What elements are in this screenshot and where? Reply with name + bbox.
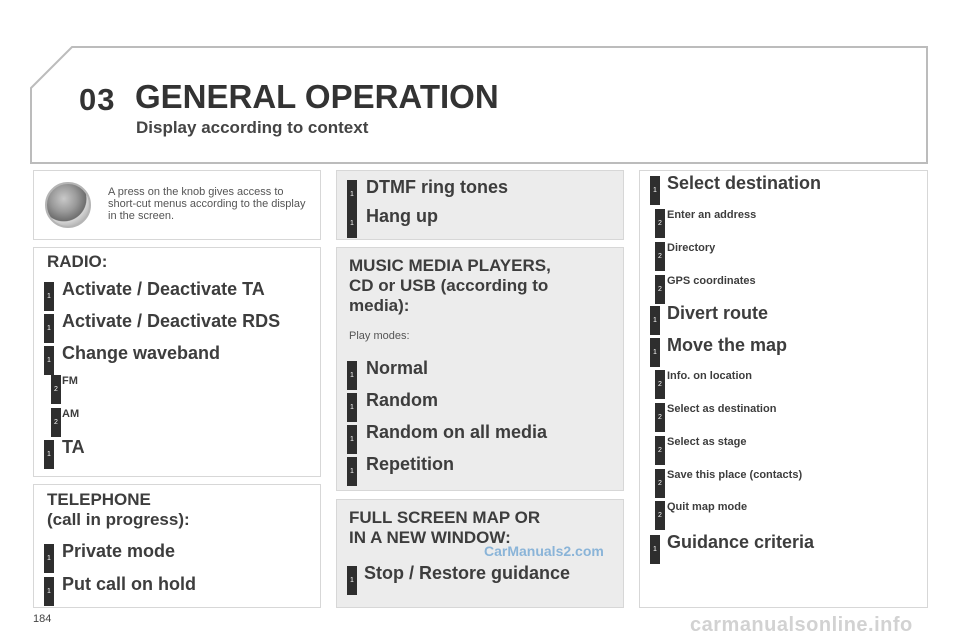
level-badge: 1 bbox=[347, 425, 357, 454]
level-badge: 1 bbox=[650, 338, 660, 367]
level-badge: 1 bbox=[347, 209, 357, 238]
play-modes-label: Play modes: bbox=[349, 330, 410, 342]
menu-item-label: Private mode bbox=[62, 541, 176, 561]
menu-item-label: TA bbox=[62, 437, 85, 457]
level-badge: 1 bbox=[347, 566, 357, 595]
menu-item-label: Guidance criteria bbox=[667, 532, 815, 552]
page-number: 184 bbox=[33, 613, 52, 625]
menu-item-label: Hang up bbox=[366, 206, 438, 226]
submenu-item-label: AM bbox=[62, 408, 80, 420]
submenu-item-label: Select as destination bbox=[667, 403, 777, 415]
menu-item-label: Divert route bbox=[667, 303, 769, 323]
knob-icon bbox=[45, 182, 91, 228]
telephone-heading: TELEPHONE (call in progress): bbox=[47, 490, 190, 529]
menu-item-label: Change waveband bbox=[62, 343, 221, 363]
level-badge: 1 bbox=[347, 180, 357, 209]
knob-note: A press on the knob gives access to short-cut menus according to the display in the screen. bbox=[108, 186, 306, 222]
menu-item-label: Normal bbox=[366, 358, 429, 378]
watermark: CarManuals2.com bbox=[484, 543, 604, 559]
level-badge: 1 bbox=[347, 361, 357, 390]
level-badge: 1 bbox=[650, 306, 660, 335]
page-subtitle: Display according to context bbox=[136, 118, 369, 137]
level-badge: 1 bbox=[650, 176, 660, 205]
menu-item-label: Activate / Deactivate TA bbox=[62, 279, 265, 299]
menu-item-label: Stop / Restore guidance bbox=[364, 563, 571, 583]
submenu-item-label: Quit map mode bbox=[667, 501, 748, 513]
level-badge: 2 bbox=[655, 436, 665, 465]
level-badge: 2 bbox=[655, 469, 665, 498]
menu-item-label: Random bbox=[366, 390, 438, 410]
submenu-item-label: Select as stage bbox=[667, 436, 747, 448]
level-badge: 2 bbox=[655, 242, 665, 271]
level-badge: 2 bbox=[655, 370, 665, 399]
level-badge: 1 bbox=[44, 314, 54, 343]
level-badge: 1 bbox=[44, 577, 54, 606]
menu-item-label: Repetition bbox=[366, 454, 454, 474]
level-badge: 2 bbox=[655, 403, 665, 432]
menu-item-label: DTMF ring tones bbox=[366, 177, 508, 197]
level-badge: 1 bbox=[347, 457, 357, 486]
footer-watermark: carmanualsonline.info bbox=[690, 614, 913, 636]
level-badge: 1 bbox=[44, 544, 54, 573]
page-title: GENERAL OPERATION bbox=[135, 78, 499, 115]
music-heading: MUSIC MEDIA PLAYERS, CD or USB (according to media): bbox=[349, 256, 551, 315]
level-badge: 1 bbox=[44, 440, 54, 469]
level-badge: 1 bbox=[44, 282, 54, 311]
menu-item-label: Select destination bbox=[667, 173, 822, 193]
fullscreen-heading: FULL SCREEN MAP OR IN A NEW WINDOW: bbox=[349, 508, 541, 547]
radio-heading: RADIO: bbox=[47, 252, 108, 271]
level-badge: 2 bbox=[655, 275, 665, 304]
level-badge: 2 bbox=[51, 408, 61, 437]
submenu-item-label: Enter an address bbox=[667, 209, 757, 221]
submenu-item-label: Directory bbox=[667, 242, 716, 254]
level-badge: 1 bbox=[44, 346, 54, 375]
menu-item-label: Put call on hold bbox=[62, 574, 196, 594]
menu-item-label: Random on all media bbox=[366, 422, 548, 442]
submenu-item-label: Info. on location bbox=[667, 370, 752, 382]
submenu-item-label: Save this place (contacts) bbox=[667, 469, 803, 481]
menu-item-label: Activate / Deactivate RDS bbox=[62, 311, 281, 331]
level-badge: 2 bbox=[655, 209, 665, 238]
level-badge: 1 bbox=[650, 535, 660, 564]
submenu-item-label: FM bbox=[62, 375, 78, 387]
menu-item-label: Move the map bbox=[667, 335, 788, 355]
level-badge: 2 bbox=[655, 501, 665, 530]
chapter-header bbox=[30, 46, 928, 164]
level-badge: 2 bbox=[51, 375, 61, 404]
level-badge: 1 bbox=[347, 393, 357, 422]
submenu-item-label: GPS coordinates bbox=[667, 275, 756, 287]
chapter-number: 03 bbox=[79, 82, 116, 117]
